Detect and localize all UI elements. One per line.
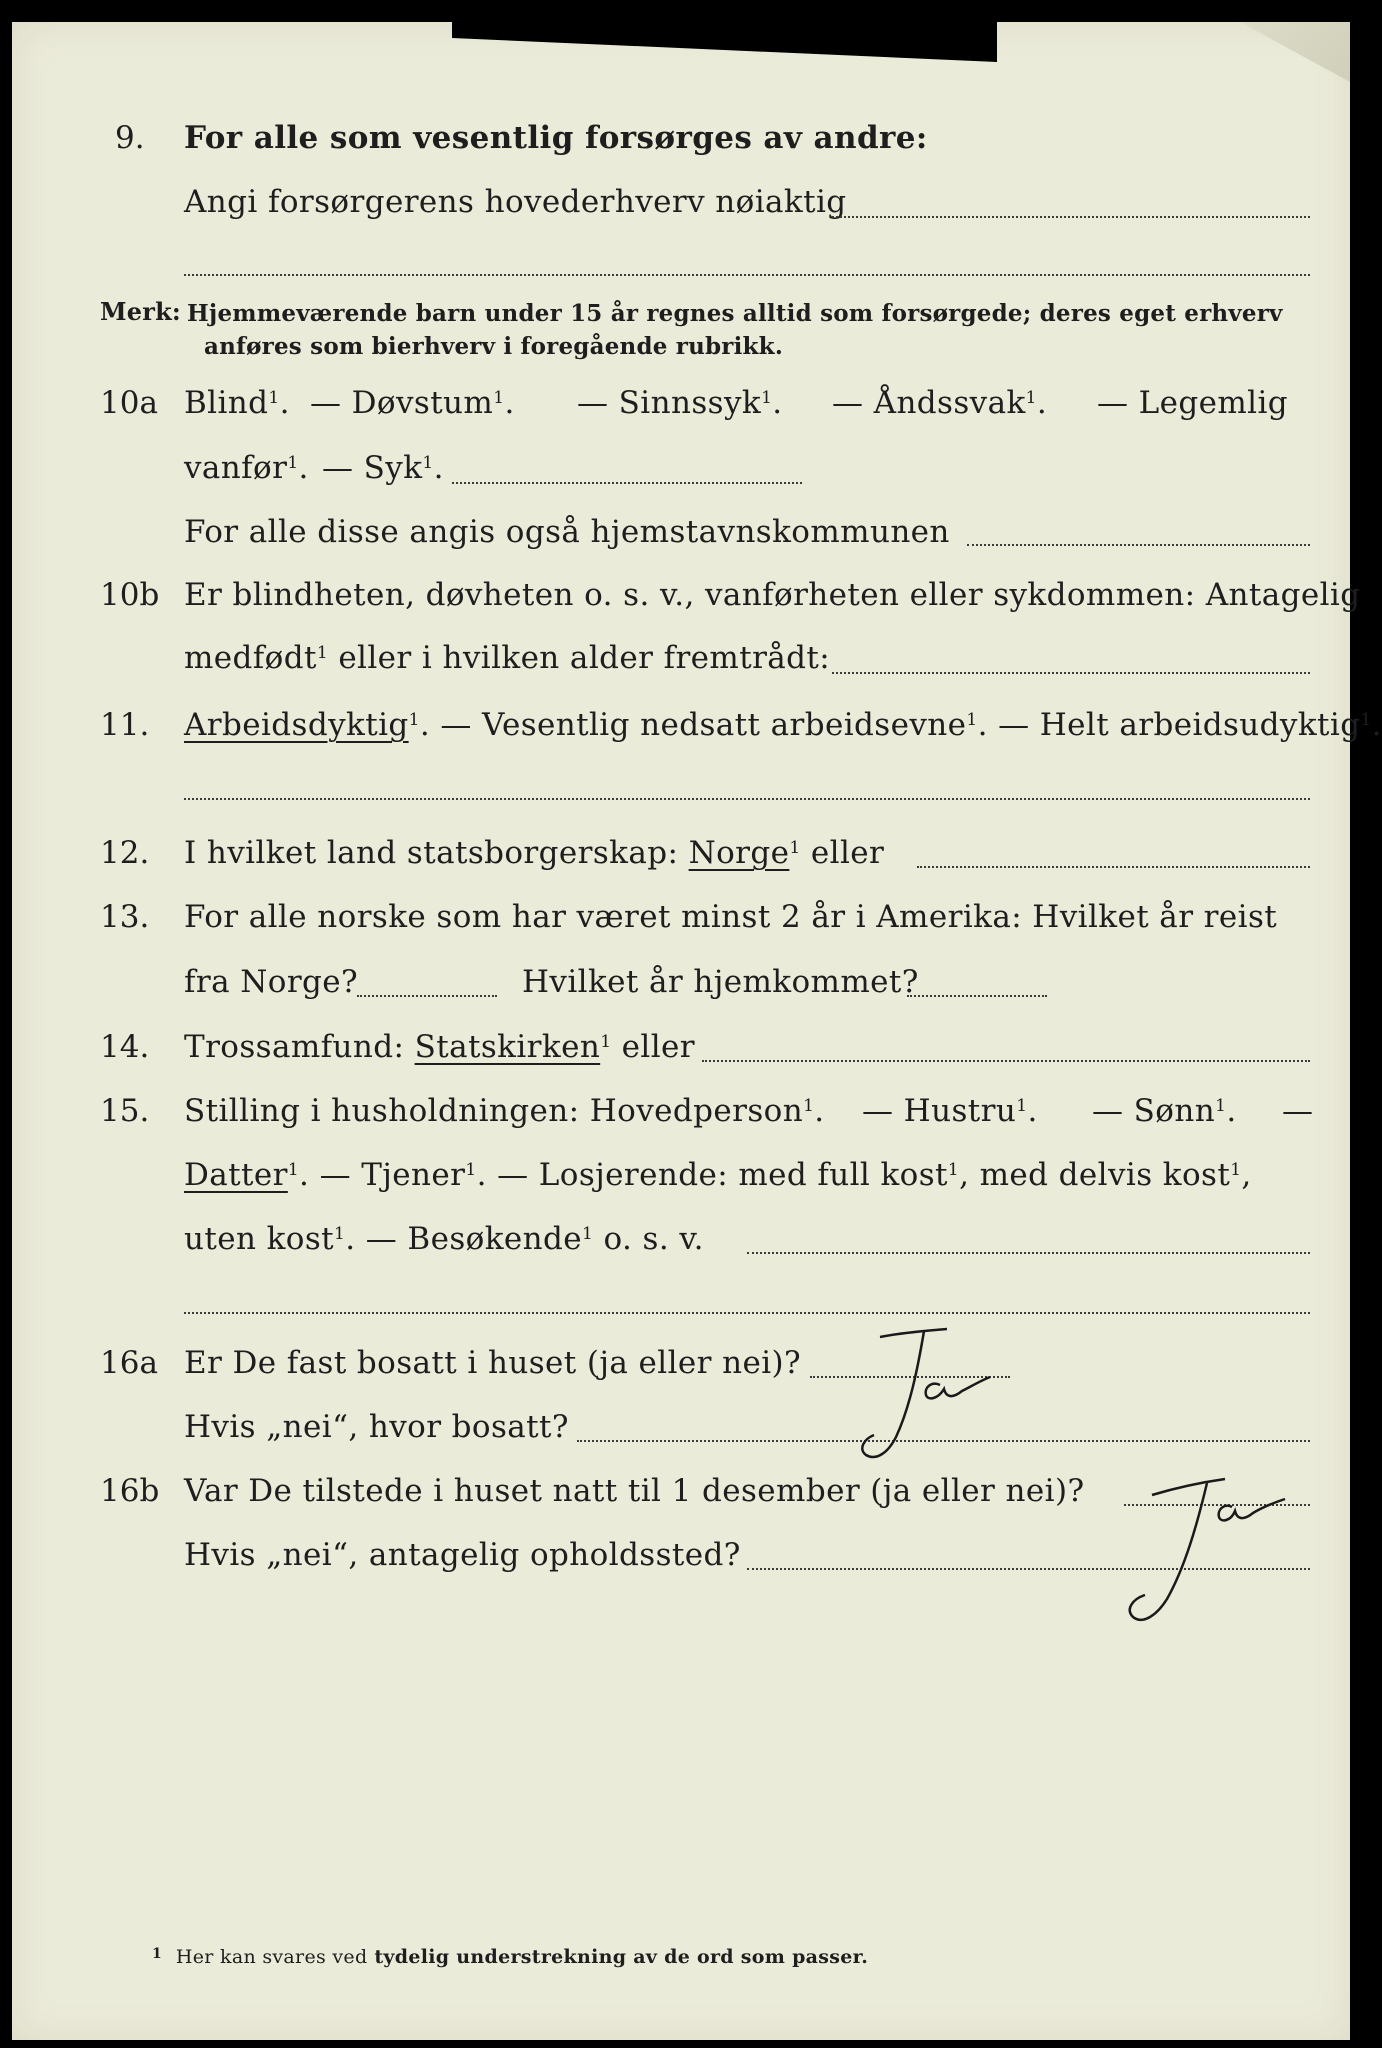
q16b-number: 16b — [100, 1473, 160, 1509]
q13-line2b: Hvilket år hjemkommet? — [522, 964, 919, 1000]
q14-answer-line[interactable] — [702, 1060, 1310, 1062]
q9-number: 9. — [115, 120, 145, 156]
q10a-hjemstavn-line[interactable] — [967, 544, 1310, 546]
q15-number: 15. — [100, 1093, 150, 1129]
q9-answer-line-2[interactable] — [184, 274, 1310, 276]
q11-text: Arbeidsdyktig$^1$. — Vesentlig nedsatt arbeidsevne$^1$. — Helt arbeidsudyktig$^1$. — [184, 707, 1382, 743]
q16a-handwritten-answer — [852, 1327, 1032, 1487]
q15-line1: Stilling i husholdningen: Hovedperson$^1$. — [184, 1093, 825, 1129]
q10a-andssvak: — Åndssvak$^1$. — [832, 385, 1048, 421]
q16a-number: 16a — [100, 1345, 158, 1381]
q10b-line2: medfødt$^1$ eller i hvilken alder fremtrådt: — [184, 640, 831, 676]
q12-norge-underlined[interactable]: Norge — [688, 835, 790, 871]
q10a-line3: For alle disse angis også hjemstavnskommunen — [184, 514, 950, 550]
top-tab-shadow — [452, 22, 997, 62]
q10b-number: 10b — [100, 577, 160, 613]
q13-hjemkommet-line[interactable] — [907, 995, 1047, 997]
footnote: $^1$ Her kan svares ved tydelig understrekning av de ord som passer. — [152, 1946, 869, 1968]
q14-text: Trossamfund: Statskirken$^1$ eller — [184, 1029, 696, 1065]
q15-sonn: — Sønn$^1$. — [1092, 1093, 1237, 1129]
q12-number: 12. — [100, 835, 150, 871]
q10a-syk-line[interactable] — [452, 482, 802, 484]
q16a-line1: Er De fast bosatt i huset (ja eller nei)? — [184, 1345, 802, 1381]
q16b-line2: Hvis „nei“, antagelig opholdssted? — [184, 1537, 741, 1573]
q13-line2a: fra Norge? — [184, 964, 359, 1000]
merk-label: Merk: — [100, 297, 181, 326]
q15-dash: — — [1282, 1093, 1314, 1129]
q13-line1: For alle norske som har været minst 2 år i Amerika: Hvilket år reist — [184, 899, 1278, 935]
q10b-answer-line[interactable] — [832, 672, 1310, 674]
q16a-line2: Hvis „nei“, hvor bosatt? — [184, 1409, 569, 1445]
q16b-line1: Var De tilstede i huset natt til 1 desember (ja eller nei)? — [184, 1473, 1085, 1509]
q10a-vanfor: vanfør$^1$. — [184, 450, 309, 486]
q10a-sinnssyk: — Sinnssyk$^1$. — [577, 385, 783, 421]
q10a-blind: Blind$^1$. — [184, 385, 290, 421]
q15-answer-line-2[interactable] — [184, 1312, 1310, 1314]
q9-line2: Angi forsørgerens hovederhverv nøiaktig — [184, 184, 847, 220]
q10a-legemlig: — Legemlig — [1097, 385, 1289, 421]
q16b-handwritten-answer — [1097, 1477, 1317, 1637]
q15-answer-line[interactable] — [747, 1252, 1310, 1254]
q14-number: 14. — [100, 1029, 150, 1065]
q10b-line1: Er blindheten, døvheten o. s. v., vanførheten eller sykdommen: Antagelig — [184, 577, 1361, 613]
q12-text: I hvilket land statsborgerskap: Norge$^1$ eller — [184, 835, 885, 871]
folded-corner — [1240, 22, 1350, 82]
census-form-page — [12, 22, 1382, 2040]
merk-line2: anføres som bierhverv i foregående rubrikk. — [204, 333, 784, 360]
q11-answer-line[interactable] — [184, 798, 1310, 800]
q12-answer-line[interactable] — [917, 866, 1310, 868]
q15-datter-underlined[interactable]: Datter — [184, 1157, 288, 1193]
q14-statskirken-underlined[interactable]: Statskirken — [414, 1029, 601, 1065]
q13-reist-line[interactable] — [357, 995, 497, 997]
q11-number: 11. — [100, 707, 150, 743]
q9-answer-line[interactable] — [832, 216, 1310, 218]
q15-hustru: — Hustru$^1$. — [862, 1093, 1038, 1129]
q11-arbeidsdyktig-underlined[interactable]: Arbeidsdyktig — [184, 707, 409, 743]
q9-line1: For alle som vesentlig forsørges av andre: — [184, 120, 928, 156]
q10a-syk: — Syk$^1$. — [322, 450, 444, 486]
merk-line1: Hjemmeværende barn under 15 år regnes alltid som forsørgede; deres eget erhverv — [187, 300, 1283, 327]
q15-line2: Datter$^1$. — Tjener$^1$. — Losjerende: med full kost$^1$, med delvis kost$^1$, — [184, 1157, 1252, 1193]
q10a-dovstum: — Døvstum$^1$. — [310, 385, 515, 421]
q13-number: 13. — [100, 899, 150, 935]
q15-line3: uten kost$^1$. — Besøkende$^1$ o. s. v. — [184, 1221, 704, 1257]
q10a-number: 10a — [100, 385, 158, 421]
